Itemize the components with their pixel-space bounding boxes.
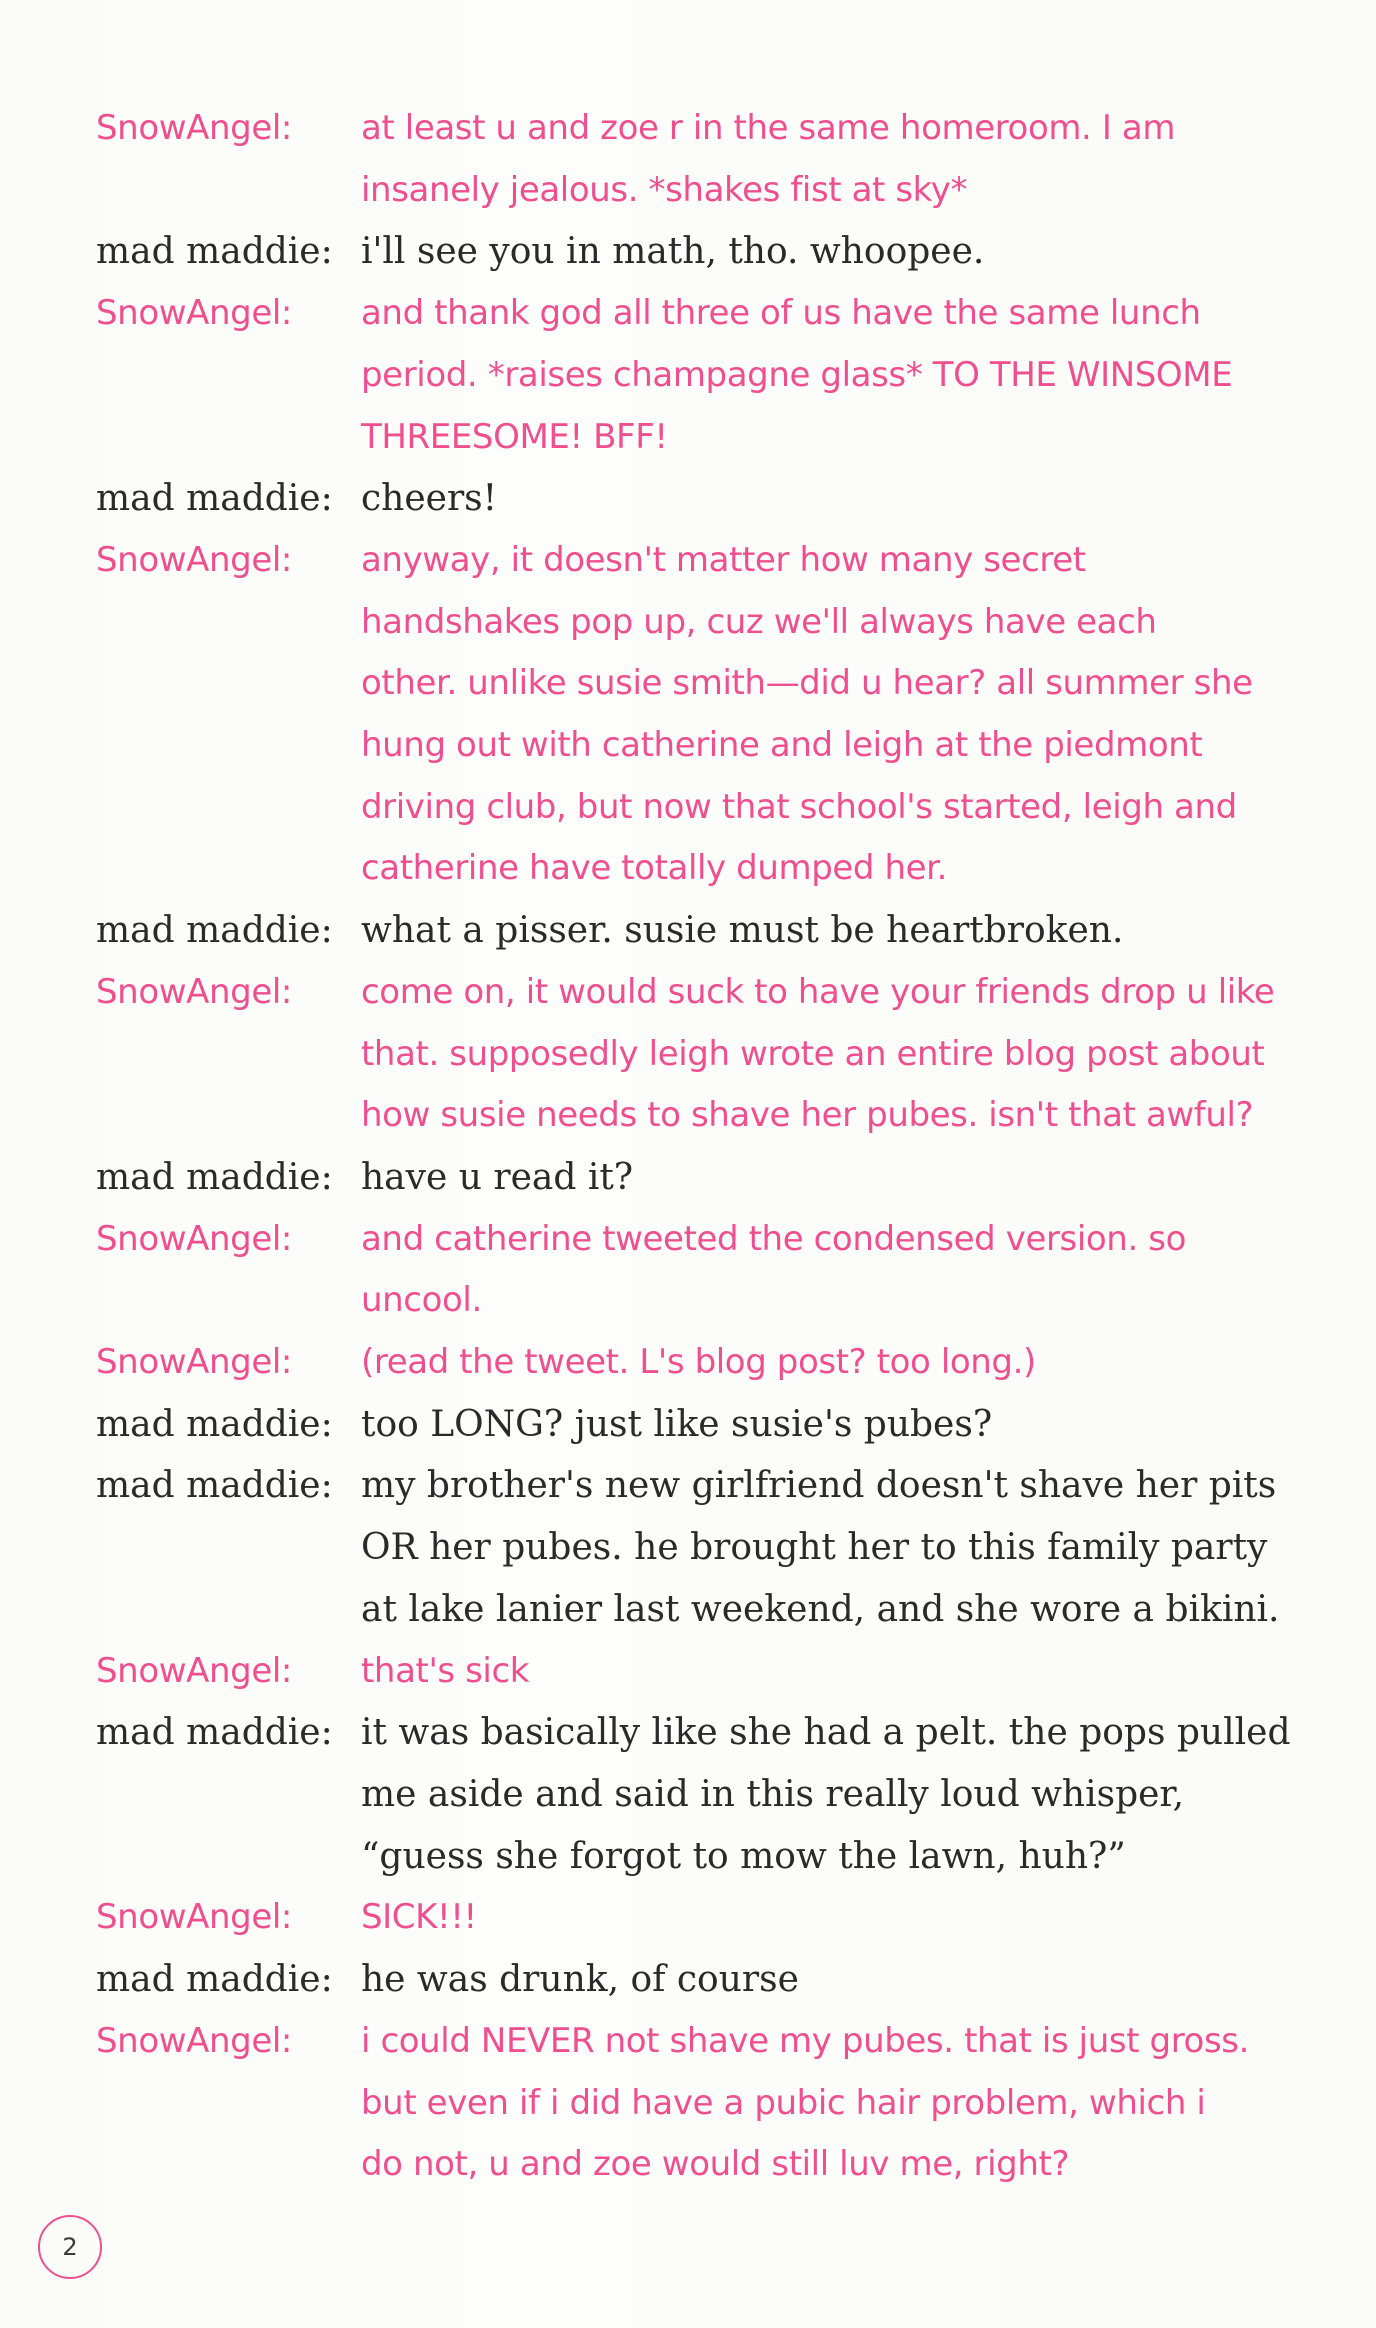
message-text [361, 2011, 1291, 2196]
message-text [361, 468, 1291, 530]
message-line: (read the tweet. L's blog post? too long.) [361, 1342, 1036, 1383]
message-text [361, 1147, 1291, 1209]
message-speaker: mad maddie: [96, 910, 333, 952]
message-speaker: SnowAngel: [96, 1218, 292, 1259]
chat-message [96, 221, 1296, 283]
message-line: i'll see you in math, tho. whoopee. [361, 231, 985, 273]
chat-message [96, 2011, 1296, 2196]
message-line: THREESOME! BFF! [361, 416, 668, 457]
message-speaker: mad maddie: [96, 1403, 333, 1445]
chat-message [96, 1147, 1296, 1209]
message-line: and thank god all three of us have the same lunch [361, 293, 1201, 334]
message-text [361, 530, 1291, 900]
chat-message [96, 530, 1296, 900]
message-line: “guess she forgot to mow the lawn, huh?” [361, 1835, 1126, 1877]
chat-message [96, 98, 1296, 221]
chat-message [96, 1332, 1296, 1394]
message-speaker: mad maddie: [96, 1465, 333, 1507]
chat-message [96, 1209, 1296, 1332]
message-line: how susie needs to shave her pubes. isn't that awful? [361, 1095, 1254, 1136]
message-text [361, 1332, 1291, 1394]
message-text [361, 1455, 1291, 1640]
message-speaker: mad maddie: [96, 231, 333, 273]
message-line: cheers! [361, 478, 498, 520]
page-number: 2 [38, 2215, 102, 2279]
message-text [361, 1641, 1291, 1703]
message-text [361, 1702, 1291, 1887]
message-line: SICK!!! [361, 1897, 477, 1938]
message-speaker: SnowAngel: [96, 1342, 292, 1383]
message-speaker: SnowAngel: [96, 539, 292, 580]
message-line: catherine have totally dumped her. [361, 848, 948, 889]
message-speaker: mad maddie: [96, 1712, 333, 1754]
chat-transcript [96, 98, 1296, 2196]
message-speaker: SnowAngel: [96, 1897, 292, 1938]
message-text [361, 98, 1291, 221]
chat-message [96, 962, 1296, 1147]
message-line: have u read it? [361, 1156, 634, 1198]
chat-message [96, 1394, 1296, 1456]
message-line: insanely jealous. *shakes fist at sky* [361, 169, 968, 210]
message-line: that. supposedly leigh wrote an entire blog post about [361, 1033, 1265, 1074]
message-line: driving club, but now that school's started, leigh and [361, 786, 1237, 827]
chat-message [96, 1455, 1296, 1640]
message-line: and catherine tweeted the condensed version. so [361, 1218, 1186, 1259]
message-text [361, 900, 1291, 962]
message-line: period. *raises champagne glass* TO THE WINSOME [361, 354, 1233, 395]
message-text [361, 1887, 1291, 1949]
message-text [361, 221, 1291, 283]
message-line: that's sick [361, 1650, 530, 1691]
message-text [361, 283, 1291, 468]
message-line: uncool. [361, 1280, 482, 1321]
message-line: at lake lanier last weekend, and she wore a bikini. [361, 1588, 1280, 1630]
message-line: do not, u and zoe would still luv me, right? [361, 2144, 1070, 2185]
chat-message [96, 283, 1296, 468]
message-line: what a pisser. susie must be heartbroken. [361, 910, 1124, 952]
chat-message [96, 468, 1296, 530]
message-line: me aside and said in this really loud whisper, [361, 1773, 1185, 1815]
message-speaker: SnowAngel: [96, 971, 292, 1012]
chat-message [96, 1949, 1296, 2011]
message-speaker: mad maddie: [96, 1959, 333, 2001]
message-text [361, 1394, 1291, 1456]
message-line: my brother's new girlfriend doesn't shave her pits [361, 1465, 1277, 1507]
message-text [361, 962, 1291, 1147]
chat-message [96, 1641, 1296, 1703]
message-line: come on, it would suck to have your friends drop u like [361, 971, 1275, 1012]
chat-message [96, 1702, 1296, 1887]
message-text [361, 1949, 1291, 2011]
chat-message [96, 900, 1296, 962]
message-speaker: mad maddie: [96, 1156, 333, 1198]
message-line: OR her pubes. he brought her to this family party [361, 1527, 1268, 1569]
message-line: too LONG? just like susie's pubes? [361, 1403, 993, 1445]
message-speaker: mad maddie: [96, 478, 333, 520]
message-line: at least u and zoe r in the same homeroom. I am [361, 108, 1176, 148]
message-line: hung out with catherine and leigh at the piedmont [361, 725, 1203, 766]
message-speaker: SnowAngel: [96, 2020, 292, 2061]
message-text [361, 1209, 1291, 1332]
message-line: other. unlike susie smith—did u hear? all summer she [361, 663, 1253, 704]
message-line: i could NEVER not shave my pubes. that is just gross. [361, 2020, 1249, 2061]
message-line: handshakes pop up, cuz we'll always have each [361, 601, 1157, 642]
message-speaker: SnowAngel: [96, 293, 292, 334]
message-line: anyway, it doesn't matter how many secret [361, 539, 1086, 580]
message-line: he was drunk, of course [361, 1959, 799, 2001]
message-line: it was basically like she had a pelt. the pops pulled [361, 1712, 1291, 1754]
message-speaker: SnowAngel: [96, 108, 292, 148]
message-line: but even if i did have a pubic hair problem, which i [361, 2082, 1206, 2123]
chat-message [96, 1887, 1296, 1949]
message-speaker: SnowAngel: [96, 1650, 292, 1691]
